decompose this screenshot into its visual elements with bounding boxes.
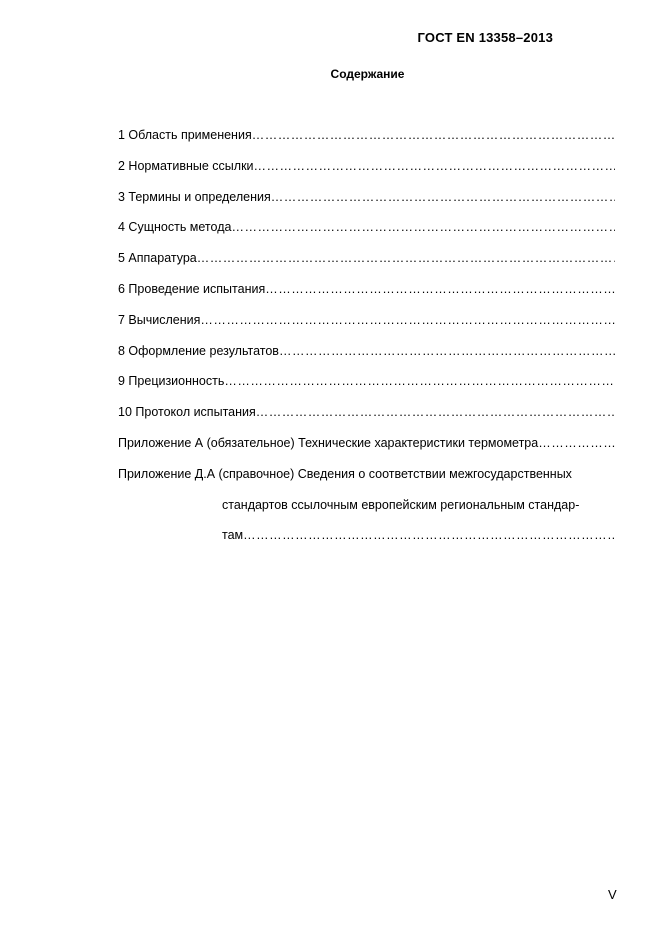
toc-leader-dots: [271, 188, 615, 206]
toc-leader-dots: [231, 218, 615, 236]
toc-item-label: 4 Сущность метода: [118, 220, 232, 235]
toc-item-label: 8 Оформление результатов: [118, 343, 279, 358]
toc-item-annex-da[interactable]: [118, 465, 615, 496]
toc-leader-dots: [256, 403, 615, 421]
toc-item-label: стандартов ссылочным европейским региональным стандар-: [222, 497, 580, 512]
toc-item-annex-da-continuation[interactable]: [118, 496, 615, 527]
document-code: ГОСТ EN 13358–2013: [417, 30, 553, 45]
toc-item-scope[interactable]: [118, 126, 615, 157]
toc-item-label: Приложение Д.А (справочное) Сведения о соответствии межгосударственных: [118, 466, 572, 481]
toc-item-label: 2 Нормативные ссылки: [118, 158, 254, 173]
page-number: V: [608, 887, 617, 902]
toc-item-label: 7 Вычисления: [118, 312, 201, 327]
toc-leader-dots: [254, 157, 615, 175]
table-of-contents: [118, 126, 615, 557]
toc-leader-dots: [279, 342, 615, 360]
toc-item-label: Приложение А (обязательное) Технические характеристики термометра: [118, 435, 539, 450]
toc-leader-dots: [538, 434, 615, 452]
toc-item-principle[interactable]: [118, 218, 615, 249]
toc-leader-dots: [265, 280, 615, 298]
toc-item-label: там: [222, 528, 244, 543]
toc-item-precision[interactable]: [118, 372, 615, 403]
toc-leader-dots: [197, 249, 615, 267]
toc-item-apparatus[interactable]: [118, 249, 615, 280]
toc-leader-dots: [252, 126, 615, 144]
toc-item-label: 1 Область применения: [118, 128, 252, 142]
toc-item-expression-of-results[interactable]: [118, 342, 615, 373]
toc-item-test-report[interactable]: [118, 403, 615, 434]
toc-item-terms[interactable]: [118, 188, 615, 219]
toc-leader-dots: [224, 372, 615, 390]
toc-item-label: 5 Аппаратура: [118, 251, 197, 266]
toc-title: Содержание: [330, 67, 405, 81]
toc-item-annex-a[interactable]: [118, 434, 615, 465]
toc-item-calculation[interactable]: [118, 311, 615, 342]
toc-item-normative-references[interactable]: [118, 157, 615, 188]
toc-item-annex-da-continuation-end[interactable]: [118, 526, 615, 557]
toc-leader-dots: [243, 526, 615, 544]
toc-item-label: 3 Термины и определения: [118, 189, 271, 204]
toc-leader-dots: [200, 311, 615, 329]
toc-item-label: 9 Прецизионность: [118, 374, 225, 389]
toc-item-label: 10 Протокол испытания: [118, 405, 256, 420]
toc-item-label: 6 Проведение испытания: [118, 281, 266, 296]
toc-item-procedure[interactable]: [118, 280, 615, 311]
